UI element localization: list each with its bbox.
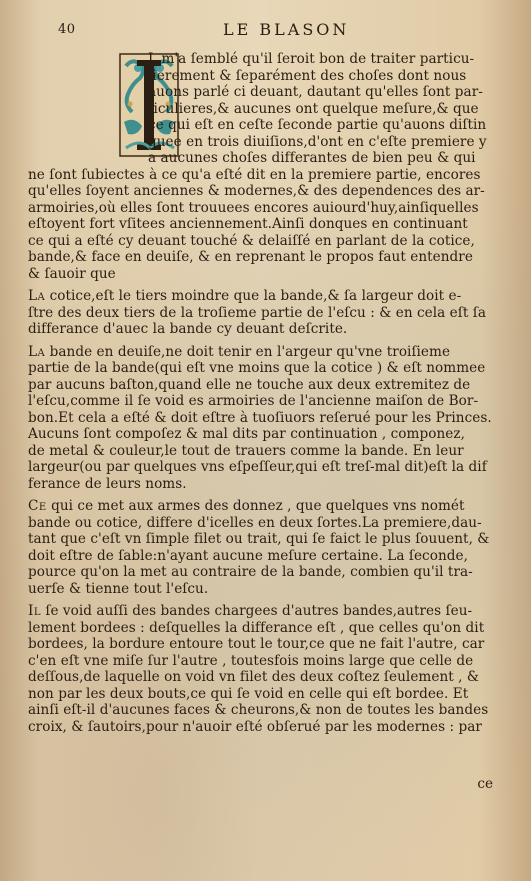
text-line: doit eſtre de ſable:n'ayant aucune meſure certaine. La ſeconde,: [28, 547, 468, 564]
text-line: ce qui a eſté cy deuant touché & delaiſſé en parlant de la cotice,: [28, 232, 475, 249]
paragraph-lead: Ce: [28, 498, 47, 514]
paragraph-5: [28, 603, 503, 735]
text-line: a aucunes choſes differantes de bien peu & qui: [148, 150, 476, 166]
text-line: differance d'auec la bande cy deuant deſcrite.: [28, 321, 348, 337]
text-line: par aucuns baſton,quand elle ne touche aux deux extremitez de: [28, 376, 471, 393]
text-line: qu'elles ſoyent anciennes & modernes,& des dependences des ar-: [28, 183, 485, 199]
text-line: croix, & ſautoirs,pour n'auoir eſté obſerué par les modernes : par: [28, 718, 482, 735]
text-line: [28, 603, 503, 620]
text-line: & ſauoir que: [28, 265, 116, 282]
paragraph-lead: La: [28, 288, 46, 304]
text-line: bande,& face en deuiſe, & en reprenant le propos faut entendre: [28, 249, 473, 265]
page-header: [58, 22, 501, 42]
text-segment: ſe void auſſi des bandes chargees d'autres bandes,autres ſeu-: [41, 603, 473, 619]
text-segment: bande en deuiſe,ne doit tenir en l'argeur qu'vne troiſieme: [45, 343, 451, 360]
text-line: tant que c'eſt vn ſimple filet ou trait, qui ſe faict le plus ſouuent, &: [28, 531, 490, 547]
text-line: armoiries,où elles ſont trouuees encores auiourd'huy,ainſiquelles: [28, 199, 479, 216]
text-line: [28, 344, 503, 361]
text-line: Aucuns ſont compoſez & mal dits par continuation , componez,: [28, 426, 465, 442]
text-line: pource qu'on la met au contraire de la bande, combien qu'il tra-: [28, 564, 473, 580]
text-line: lierement & ſeparément des choſes dont nous: [148, 67, 467, 84]
page-number: 40: [58, 22, 76, 37]
text-line: largeur(ou par quelques vns eſpeſſeur,qui eſt treſ-mal dit)eſt la dif: [28, 459, 487, 475]
paragraph-lead: Il: [28, 603, 42, 619]
text-line: bordees, la bordure entoure tout le tour,ce que ne fait l'autre, car: [28, 636, 485, 652]
paragraph-lead: La: [28, 343, 46, 360]
running-head: LE BLASON: [223, 20, 350, 39]
text-line: bande ou cotice, differe d'icelles en deux ſortes.La premiere,dau-: [28, 514, 482, 531]
text-segment: cotice,eſt le tiers moindre que la bande,& ſa largeur doit e-: [45, 288, 462, 304]
text-line: non par les deux bouts,ce qui ſe void en celle qui eſt bordee. Et: [28, 685, 469, 702]
text-line: auons parlé ci deuant, dautant qu'elles ſont par-: [148, 84, 483, 100]
text-line: ne ſont ſubiectes à ce qu'a eſté dit en la premiere partie, encores: [28, 166, 481, 183]
text-line: L m'a ſemblé qu'il ſeroit bon de traiter particu-: [148, 51, 475, 67]
text-line: ce qui eſt en ceſte ſeconde partie qu'auons diſtin: [148, 117, 487, 133]
text-line: eſtoyent fort vſitees anciennement.Ainſi donques en continuant: [28, 216, 468, 232]
text-segment: qui ce met aux armes des donnez , que quelques vns nomét: [46, 498, 465, 514]
text-line: de metal & couleur,le tout de trauers comme la bande. En leur: [28, 442, 464, 459]
text-line: partie de la bande(qui eſt vne moins que la cotice ) & eſt nommee: [28, 360, 486, 376]
text-line: deſſous,de laquelle on void vn filet des deux coſtez ſeulement , &: [28, 669, 480, 685]
paragraph-1: [28, 51, 503, 282]
paragraph-3: [28, 344, 503, 493]
text-line: [28, 498, 503, 515]
catchword: ce: [477, 776, 493, 792]
text-line: ſtre des deux tiers de la troſieme partie de l'eſcu : & en cela eſt ſa: [28, 304, 486, 321]
text-line: bon.Et cela a eſté & doit eſtre à tuoſiuors reſerué pour les Princes.: [28, 409, 492, 426]
text-line: ferance de leurs noms.: [28, 475, 187, 492]
text-line: guee en trois diuiſions,d'ont en c'eſte premiere y: [148, 133, 487, 150]
text-line: lement bordees : deſquelles la differance eſt , que celles qu'on dit: [28, 619, 485, 636]
paragraph-2: [28, 288, 503, 338]
text-line: uerſe & tienne tout l'eſcu.: [28, 580, 209, 597]
text-body: [28, 51, 503, 735]
text-line: c'en eſt vne miſe ſur l'autre , toutesfois moins large que celle de: [28, 652, 474, 669]
paragraph-4: [28, 498, 503, 597]
text-line: ticulieres,& aucunes ont quelque meſure,& que: [148, 100, 479, 117]
text-line: ainſi eſt-il d'aucunes faces & cheurons,& non de toutes les bandes: [28, 702, 489, 718]
text-line: [28, 288, 503, 305]
text-line: l'eſcu,comme il ſe void es armoiries de l'ancienne maiſon de Bor-: [28, 393, 479, 409]
